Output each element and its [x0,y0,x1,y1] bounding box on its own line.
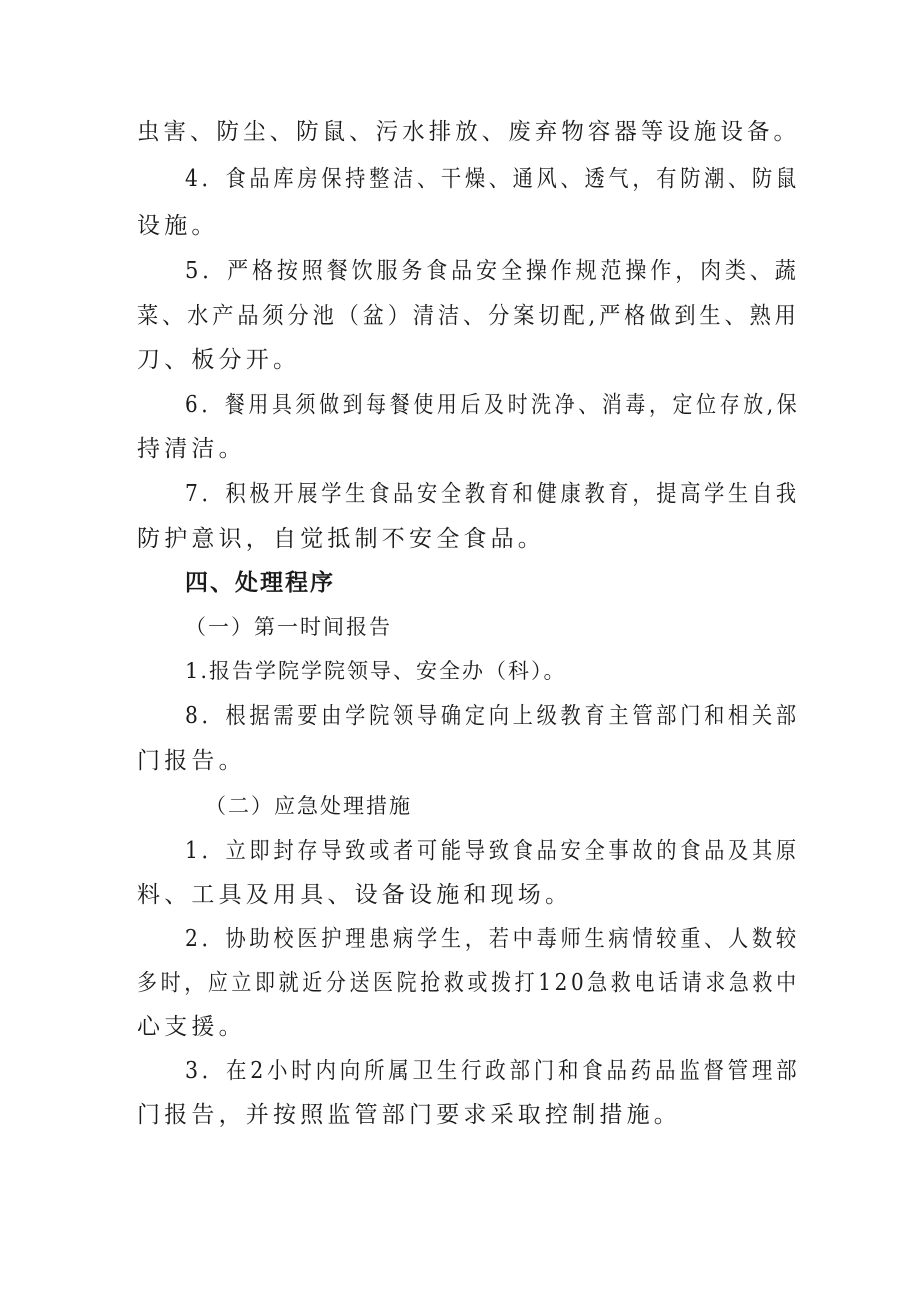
paragraph-line: 刀、板分开。 [137,347,301,373]
paragraph-line: 防护意识，自觉抵制不安全食品。 [137,526,545,552]
paragraph-line: 门报告，并按照监管部门要求采取控制措施。 [137,1102,681,1128]
paragraph-line: 设施。 [137,213,219,239]
paragraph-line: 8．根据需要由学院领导确定向上级教育主管部门和相关部 [185,703,800,729]
subsection-heading: （二）应急处理措施 [205,794,412,818]
paragraph-line: 1．立即封存导致或者可能导致食品安全事故的食品及其原 [185,838,800,864]
paragraph-line: 1.报告学院学院领导、安全办（科）。 [185,659,567,683]
subsection-heading: （一）第一时间报告 [185,615,392,639]
section-heading: 四、处理程序 [185,570,335,596]
paragraph-line: 4．食品库房保持整洁、干燥、通风、透气，有防潮、防鼠 [185,166,800,192]
paragraph-line: 2．协助校医护理患病学生，若中毒师生病情较重、人数较 [185,926,800,952]
paragraph-line: 多时，应立即就近分送医院抢救或拨打120急救电话请求急救中 [137,970,800,996]
paragraph-line: 料、工具及用具、设备设施和现场。 [137,882,573,908]
paragraph-line: 门报告。 [137,748,246,774]
paragraph-line: 7．积极开展学生食品安全教育和健康教育，提高学生自我 [185,481,800,507]
paragraph-line: 菜、水产品须分池（盆）清洁、分案切配,严格做到生、熟用 [137,303,800,329]
paragraph-line: 5．严格按照餐饮服务食品安全操作规范操作，肉类、蔬 [185,258,800,284]
paragraph-line: 持清洁。 [137,436,246,462]
paragraph-line: 虫害、防尘、防鼠、污水排放、废弃物容器等设施设备。 [137,119,800,145]
paragraph-line: 3．在2小时内向所属卫生行政部门和食品药品监督管理部 [185,1058,801,1084]
paragraph-line: 6．餐用具须做到每餐使用后及时洗净、消毒，定位存放,保 [185,392,801,418]
paragraph-line: 心支援。 [137,1014,246,1040]
